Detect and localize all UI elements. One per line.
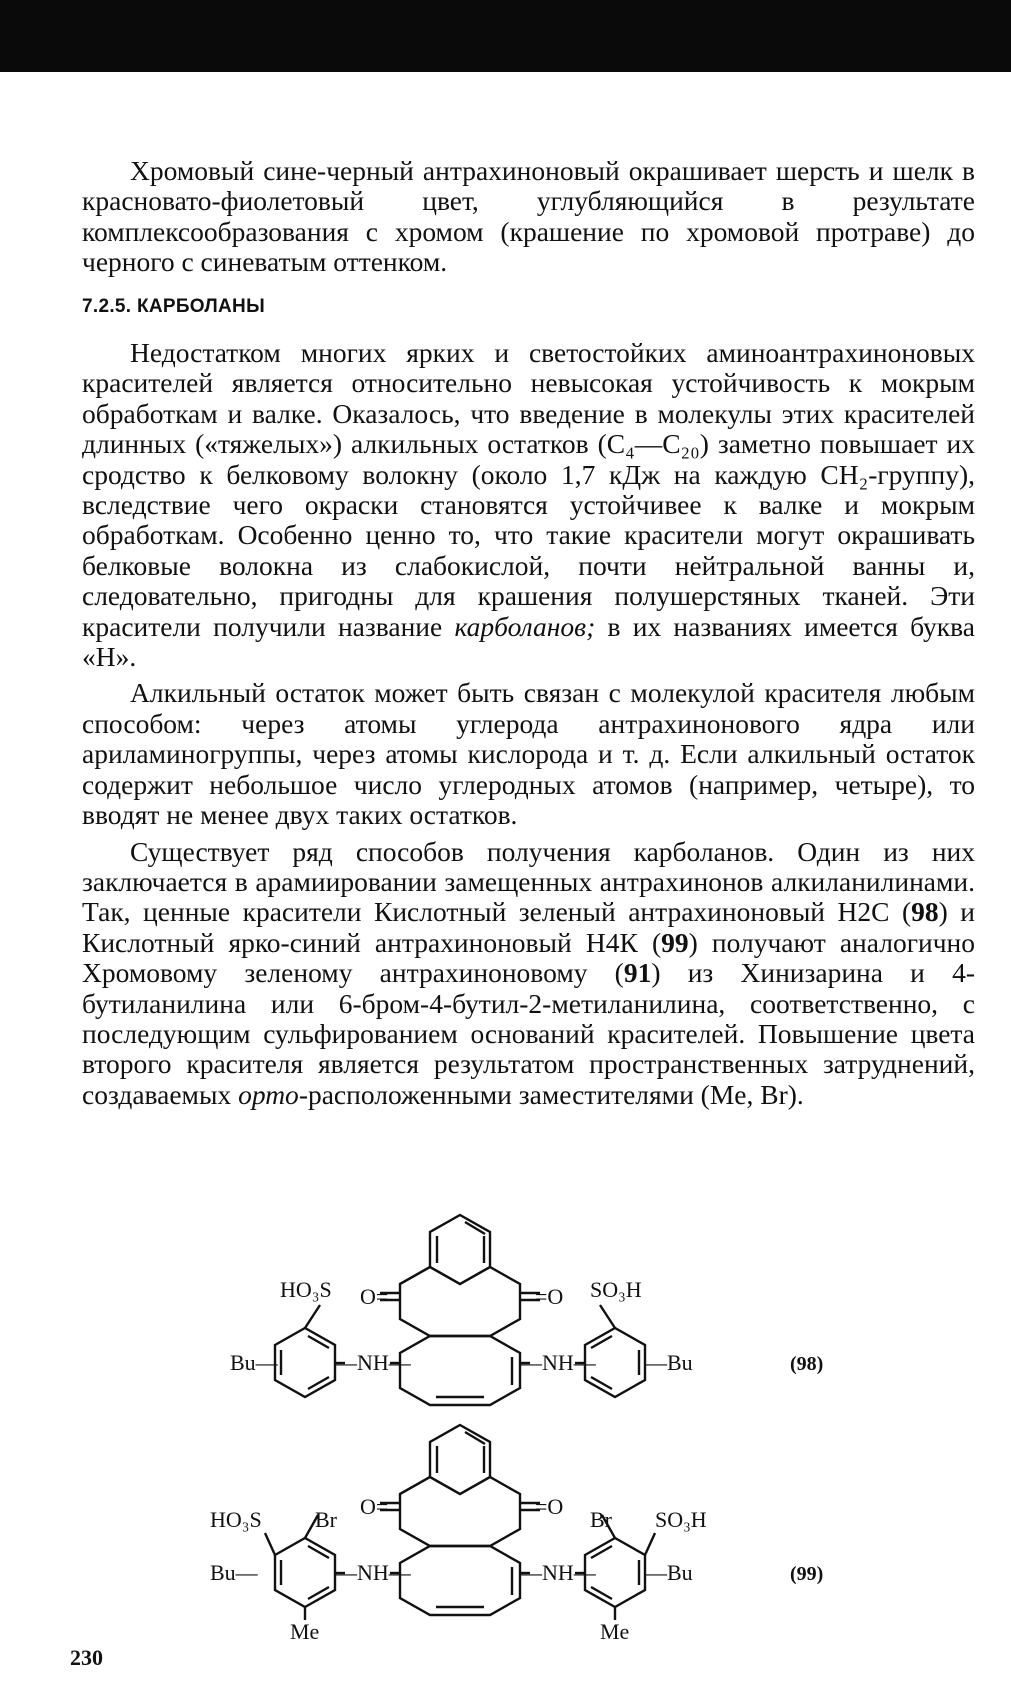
compound-number-98: (98): [790, 1353, 824, 1375]
oxo-right-label: =O: [535, 1284, 564, 1309]
paragraph-alkyl-residue: Алкильный остаток может быть связан с молекулой красителя любым способом: через атомы углерода антрахинонового ядра или ариламиногруппы, через атомы кислорода и т. д. Если алкильный остаток содержит небольшое число углеродных атомов (например, четыре), то вводят не менее двух таких остатков.: [82, 677, 975, 831]
oxo-right-label: =O: [535, 1494, 564, 1519]
so3h-left-label: HO₃S: [210, 1507, 262, 1532]
top-black-band: [0, 0, 1011, 72]
so3h-right-label: SO₃H: [655, 1507, 707, 1532]
me-left-label: Me: [290, 1619, 320, 1644]
term-carbolans: карболанов;: [454, 610, 596, 642]
paragraph-text: ) и Кислотный ярко-синий антрахиноновый Н4К (: [82, 896, 975, 958]
term-ortho: орто: [238, 1078, 299, 1110]
structure-98-bonds: [275, 1215, 645, 1405]
paragraph-text: Хромовый сине-черный антрахиноновый окрашивает шерсть и шелк в красновато-фиолетовый цвет, углубляющийся в результате комплексообразования с хромом (крашение по хромовой протраве) до черного с синеватым оттенком.: [82, 155, 975, 278]
bu-left-label: Bu—: [210, 1560, 258, 1585]
paragraph-text: Недостатком многих ярких и светостойких аминоантрахиноновых красителей является относительно невысокая устойчивость к мокрым обработкам и валке. Оказалось, что введение в молекулы этих красителей длинных («тяжелых») алкильных остатков (C₄—C₂₀) заметно повышает их сродство к белковому волокну (около 1,7 кДж на каждую CH₂-группу), вследствие чего окраски становятся устойчивее к валке и мокрым обработкам. Особенно ценно то, что такие красители могут окрашивать белковые волокна из слабокислой, почти нейтральной ванны и, следовательно, пригодны для крашения полушерстяных тканей. Эти красители получили название: [82, 337, 975, 642]
br-left-label: Br: [315, 1507, 337, 1532]
section-heading: [82, 296, 265, 318]
compound-number-99: (99): [790, 1563, 824, 1585]
section-body: [82, 338, 975, 1110]
bu-right-label: —Bu: [645, 1350, 693, 1375]
chemical-structures: [190, 1205, 890, 1645]
br-right-label: Br: [590, 1507, 612, 1532]
compound-ref: 99: [661, 926, 689, 958]
so3h-right-label: SO₃H: [590, 1277, 642, 1302]
nh-left-label: —NH—: [335, 1560, 411, 1585]
nh-right-label: —NH—: [520, 1350, 596, 1375]
oxo-left-label: O=: [360, 1494, 389, 1519]
nh-left-label: —NH—: [335, 1350, 411, 1375]
paragraph-text: в их названиях имеется буква «Н».: [82, 610, 975, 673]
structure-98: [190, 1205, 890, 1415]
oxo-left-label: O=: [360, 1284, 389, 1309]
paragraph-text: ) из Хинизарина и 4-бутиланилина или 6-бром-4-бутил-2-метиланилина, соответственно, с последующим сульфированием оснований красителей. Повышение цвета второго красителя является результатом пространственных затруднений, создаваемых: [82, 957, 975, 1110]
paragraph-preparation: [82, 837, 975, 1111]
paragraph-text: ) получают аналогично Хромовому зеленому антрахиноновому (: [82, 926, 975, 989]
bu-left-label: Bu—: [230, 1350, 278, 1375]
bu-right-label: —Bu: [645, 1560, 693, 1585]
me-right-label: Me: [600, 1619, 630, 1644]
section-title: КАРБОЛАНЫ: [136, 296, 265, 317]
paragraph-chrome-blue-black: [82, 156, 975, 278]
so3h-left-label: HO₃S: [280, 1277, 332, 1302]
paragraph-carbolans-intro: [82, 338, 975, 672]
compound-ref: 98: [911, 896, 939, 928]
compound-ref: 91: [623, 957, 652, 989]
nh-right-label: —NH—: [520, 1560, 596, 1585]
page-number: 230: [70, 1645, 103, 1670]
structure-99: [190, 1415, 890, 1645]
paragraph-text: -расположенными заместителями (Me, Br).: [298, 1078, 804, 1110]
section-number: 7.2.5.: [82, 296, 132, 317]
paragraph-text: Существует ряд способов получения карболанов. Один из них заключается в арамиировании замещенных антрахинонов алкиланилинами. Так, ценные красители Кислотный зеленый антрахиноновый Н2С (: [82, 835, 975, 928]
